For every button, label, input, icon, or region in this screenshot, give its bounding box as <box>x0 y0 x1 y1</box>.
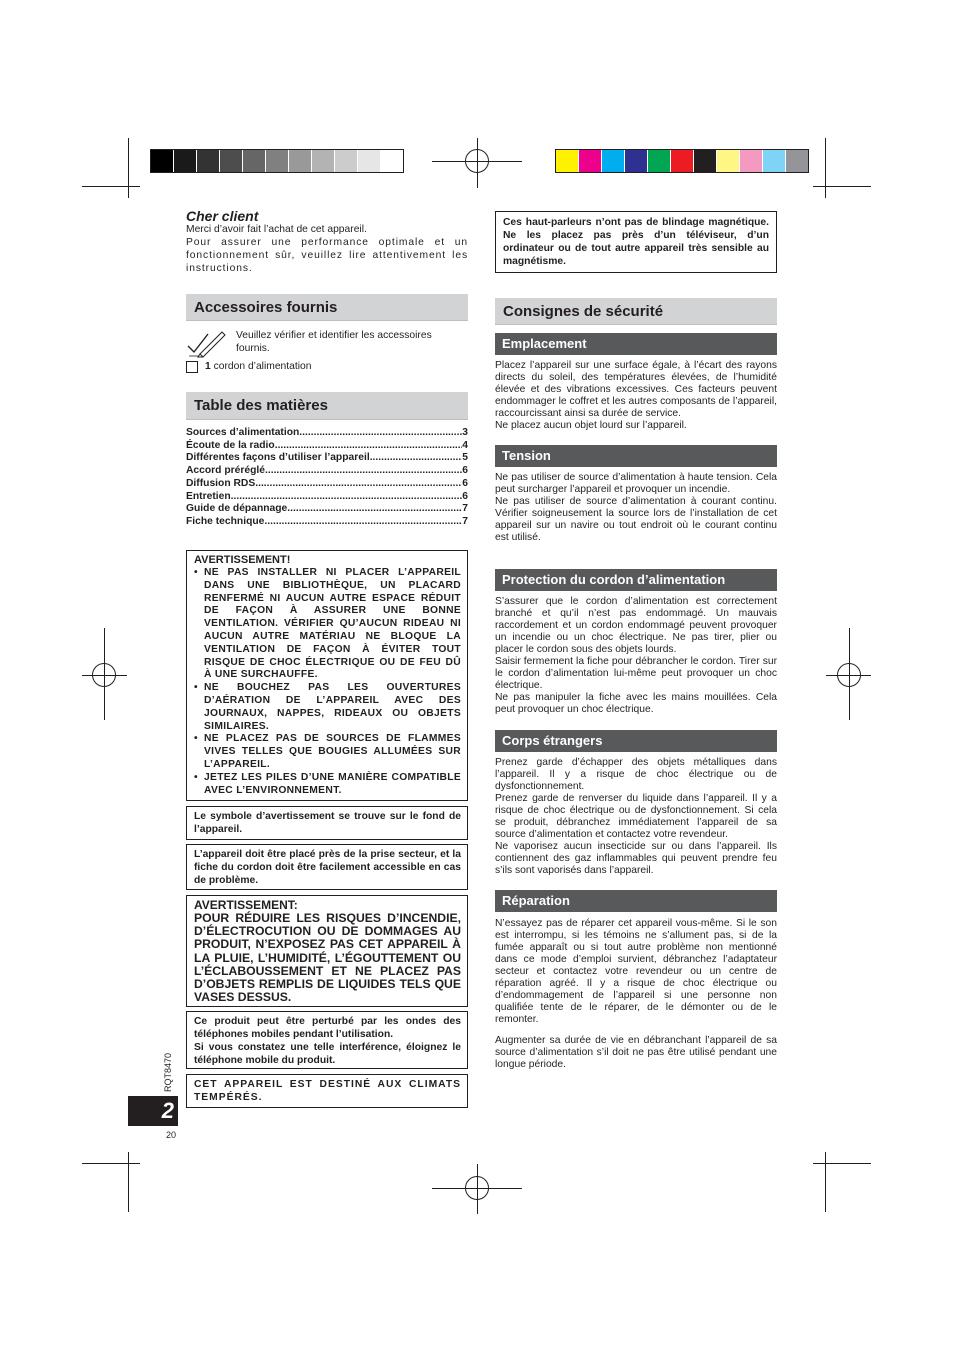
toc-leader <box>275 440 463 453</box>
pen-checkmark-icon <box>186 328 226 358</box>
reparation-p1: N’essayez pas de réparer cet appareil vous-même. Si le son est interrompu, si les témoins ne s’allument pas, si de la fumée apparaît ou si tout autre problème non mentionné dans ce mode d’emploi survient, débranchez l’adaptateur secteur et contactez votre revendeur ou un centre de réparation agréé. Il y a risque de choc électrique ou d’endommagement de l’appareil si une personne non qualifiée tente de le réparer, de le démonter ou de le remonter. <box>495 918 777 1025</box>
toc-entry[interactable] <box>186 427 468 440</box>
accessories-heading-bar <box>186 294 468 321</box>
toc-entry[interactable] <box>186 452 468 465</box>
toc-entry-page: 7 <box>462 503 468 515</box>
accessory-label: cordon d’alimentation <box>210 361 312 372</box>
color-swatch <box>671 150 694 172</box>
toc-entry-page: 5 <box>462 452 468 464</box>
color-swatch <box>694 150 717 172</box>
toc-entry-label: Fiche technique <box>186 515 265 527</box>
color-swatch <box>717 150 740 172</box>
climate-notice-box <box>186 1074 468 1108</box>
reparation-p2: Augmenter sa durée de vie en débranchant l’appareil de sa source d’alimentation s’il doit ne pas être utilisé pendant une longue période. <box>495 1035 777 1070</box>
cordon-body <box>495 596 777 716</box>
mobile-notice-box <box>186 1011 468 1069</box>
color-swatch <box>579 150 602 172</box>
accessory-item <box>186 361 468 373</box>
toc-heading-bar <box>186 392 468 420</box>
plug-notice-text: L’appareil doit être placé près de la prise secteur, et la fiche du cordon doit être facilement accessible en cas de problème. <box>194 849 461 886</box>
cordon-p1: S’assurer que le cordon d’alimentation est correctement branché et qu’il n’est pas endommagé. Un mauvais raccordement et un cordon endommagé peuvent provoquer un incendie ou un choc électrique. Ne pas tirer, plier ou placer le cordon sous des objets lourds. <box>495 596 777 655</box>
plug-notice-box <box>186 844 468 890</box>
corps-bar <box>495 730 777 752</box>
cordon-p3: Ne pas manipuler la fiche avec les mains mouillées. Cela peut provoquer un choc électrique. <box>495 692 777 715</box>
warning-item: • NE PAS INSTALLER NI PLACER L’APPAREIL DANS UNE BIBLIOTHÈQUE, UN PLACARD RENFERMÉ NI AUCUN AUTRE ESPACE RÉDUIT DE FAÇON À ASSURER UNE BONNE VENTILATION. VÉRIFIER QU’AUCUN RIDEAU NI AUCUN AUTRE MATÉRIAU NE BLOQUE LA VENTILATION DE FAÇON À ÉVITER TOUT RISQUE DE CHOC ÉLECTRIQUE OU DE FEU DÛ À UNE SURCHAUFFE. <box>194 567 461 682</box>
toc-entry-page: 7 <box>462 515 468 527</box>
toc-leader <box>255 478 462 491</box>
reparation-body <box>495 918 777 1071</box>
gray-swatch <box>358 150 381 172</box>
toc-entry-label: Accord préréglé <box>186 465 265 477</box>
warning-box-ventilation <box>186 550 468 801</box>
color-swatch <box>648 150 671 172</box>
toc-entry-page: 6 <box>462 490 468 502</box>
toc-leader <box>370 452 463 465</box>
toc-list <box>186 427 468 529</box>
speaker-shielding-text: Ces haut-parleurs n’ont pas de blindage magnétique. Ne les placez pas près d’un téléviseur, d’un ordinateur ou de tout autre appareil très sensible au magnétisme. <box>503 217 769 267</box>
corps-p2: Prenez garde de renverser du liquide dans l’appareil. Il y a risque de choc électrique ou de dysfonctionnement. Si cela se produit, débranchez immédiatement l’appareil de sa source d’alimentation et contactez votre revendeur. <box>495 793 777 840</box>
toc-entry[interactable] <box>186 516 468 529</box>
tension-bar <box>495 445 777 467</box>
gray-swatch <box>381 150 403 172</box>
warning2-text: POUR RÉDUIRE LES RISQUES D’INCENDIE, D’ÉLECTROCUTION OU DE DOMMAGES AU PRODUIT, N’EXPOSEZ PAS CET APPAREIL À LA PLUIE, L’HUMIDITÉ, L’ÉGOUTTEMENT OU L’ÉCLABOUSSEMENT ET NE PLACEZ PAS D’OBJETS REMPLIS DE LIQUIDES TELS QUE VASES DESSUS. <box>194 911 461 1005</box>
emplacement-bar <box>495 333 777 355</box>
corps-title: Corps étrangers <box>502 733 603 748</box>
intro-line2: Pour assurer une performance optimale et un fonctionnement sûr, veuillez lire attentivement les instructions. <box>186 237 468 274</box>
gray-swatch <box>289 150 312 172</box>
toc-leader <box>287 503 462 516</box>
tension-title: Tension <box>502 448 551 463</box>
toc-entry[interactable] <box>186 465 468 478</box>
cordon-bar <box>495 569 777 591</box>
toc-entry[interactable] <box>186 503 468 516</box>
accessory-quantity: 1 <box>205 361 211 372</box>
toc-entry-label: Diffusion RDS <box>186 477 256 489</box>
sheet-number: 20 <box>166 1130 177 1140</box>
color-swatch <box>556 150 579 172</box>
symbol-notice-box <box>186 806 468 840</box>
warning-item: • NE PLACEZ PAS DE SOURCES DE FLAMMES VIVES TELLES QUE BOUGIES ALLUMÉES SUR L’APPAREIL. <box>194 733 461 771</box>
gray-swatch <box>220 150 243 172</box>
reparation-title: Réparation <box>502 893 570 908</box>
warning-title: AVERTISSEMENT! <box>194 554 291 566</box>
emplacement-body <box>495 360 777 432</box>
mobile-notice-line1: Ce produit peut être perturbé par les ondes des téléphones mobiles pendant l’utilisation. <box>194 1016 461 1040</box>
corps-body <box>495 757 777 877</box>
color-swatch <box>740 150 763 172</box>
tension-p2: Ne pas utiliser de source d’alimentation à courant continu. Vérifier soigneusement la source lors de l’installation de cet appareil sur un navire ou tout endroit où le courant continu est utilisé. <box>495 496 777 543</box>
intro-heading: Cher client <box>186 208 259 224</box>
corps-p1: Prenez garde d’échapper des objets métalliques dans l’appareil. Il y a risque de choc électrique ou de dysfonctionnement. <box>495 757 777 792</box>
gray-swatch <box>243 150 266 172</box>
accessories-title: Accessoires fournis <box>194 299 338 316</box>
tension-body <box>495 472 777 544</box>
toc-entry-page: 6 <box>462 477 468 489</box>
toc-leader <box>299 427 462 440</box>
toc-entry-page: 4 <box>462 439 468 451</box>
toc-entry-label: Entretien <box>186 490 231 502</box>
intro-line1: Merci d’avoir fait l’achat de cet appareil. <box>186 224 367 235</box>
corps-p3: Ne vaporisez aucun insecticide sur ou dans l’appareil. Ils contiennent des gaz inflammables qui peuvent prendre feu s’ils sont vaporisés dans l’appareil. <box>495 841 777 876</box>
warning2-title: AVERTISSEMENT: <box>194 898 298 912</box>
toc-leader <box>231 491 463 504</box>
color-swatch <box>602 150 625 172</box>
accessory-checkbox[interactable] <box>186 361 198 373</box>
toc-leader <box>265 465 462 478</box>
grayscale-color-bar <box>150 149 404 173</box>
toc-entry-page: 6 <box>462 465 468 477</box>
emplacement-p1: Placez l’appareil sur une surface égale, à l’écart des rayons directs du soleil, des températures élevées, de l’humidité élevée et des vibrations excessives. Ces facteurs peuvent endommager le coffret et les autres composants de l’appareil, raccourcissant ainsi sa durée de service. <box>495 360 777 419</box>
toc-entry-label: Différentes façons d’utiliser l’appareil <box>186 452 370 464</box>
accessories-note: Veuillez vérifier et identifier les accessoires fournis. <box>236 330 432 354</box>
color-swatch <box>786 150 808 172</box>
warning-item: • JETEZ LES PILES D’UNE MANIÈRE COMPATIBLE AVEC L’ENVIRONNEMENT. <box>194 772 461 798</box>
toc-entry[interactable] <box>186 491 468 504</box>
safety-heading-bar <box>495 298 777 325</box>
model-code: RQT8470 <box>163 1052 173 1092</box>
emplacement-title: Emplacement <box>502 336 587 351</box>
symbol-notice-text: Le symbole d’avertissement se trouve sur le fond de l’appareil. <box>194 811 461 835</box>
cordon-title: Protection du cordon d’alimentation <box>502 572 726 587</box>
cordon-p2: Saisir fermement la fiche pour débrancher le cordon. Tirer sur le cordon d’alimentation lui-même peut provoquer un choc électrique. <box>495 656 777 691</box>
warning-list <box>194 567 461 797</box>
mobile-notice-line2: Si vous constatez une telle interférence, éloignez le téléphone mobile du produit. <box>194 1042 461 1066</box>
toc-entry-label: Guide de dépannage <box>186 503 288 515</box>
toc-leader <box>264 516 462 529</box>
warning-item: • NE BOUCHEZ PAS LES OUVERTURES D’AÉRATION DE L’APPAREIL AVEC DES JOURNAUX, NAPPES, RIDEAUX OU OBJETS SIMILAIRES. <box>194 682 461 733</box>
reparation-bar <box>495 890 777 912</box>
toc-entry-page: 3 <box>462 427 468 438</box>
process-color-bar <box>555 149 809 173</box>
safety-title: Consignes de sécurité <box>503 303 664 320</box>
gray-swatch <box>151 150 174 172</box>
intro-section <box>186 208 468 275</box>
gray-swatch <box>266 150 289 172</box>
color-swatch <box>763 150 786 172</box>
toc-entry[interactable] <box>186 440 468 453</box>
climate-notice-text: CET APPAREIL EST DESTINÉ AUX CLIMATS TEMPÉRÉS. <box>194 1079 461 1103</box>
speaker-shielding-box <box>495 211 777 273</box>
toc-title: Table des matières <box>194 397 328 414</box>
emplacement-p2: Ne placez aucun objet lourd sur l’appareil. <box>495 420 687 431</box>
toc-entry-label: Écoute de la radio <box>186 439 275 451</box>
color-swatch <box>625 150 648 172</box>
gray-swatch <box>312 150 335 172</box>
toc-entry[interactable] <box>186 478 468 491</box>
page-number-tab <box>128 1096 178 1126</box>
gray-swatch <box>335 150 358 172</box>
warning-box-moisture <box>186 895 468 1007</box>
page-number: 2 <box>161 1098 174 1123</box>
gray-swatch <box>174 150 197 172</box>
toc-entry-label: Sources d’alimentation <box>186 427 300 438</box>
tension-p1: Ne pas utiliser de source d’alimentation à haute tension. Cela peut surcharger l’appareil et provoquer un incendie. <box>495 472 777 495</box>
gray-swatch <box>197 150 220 172</box>
